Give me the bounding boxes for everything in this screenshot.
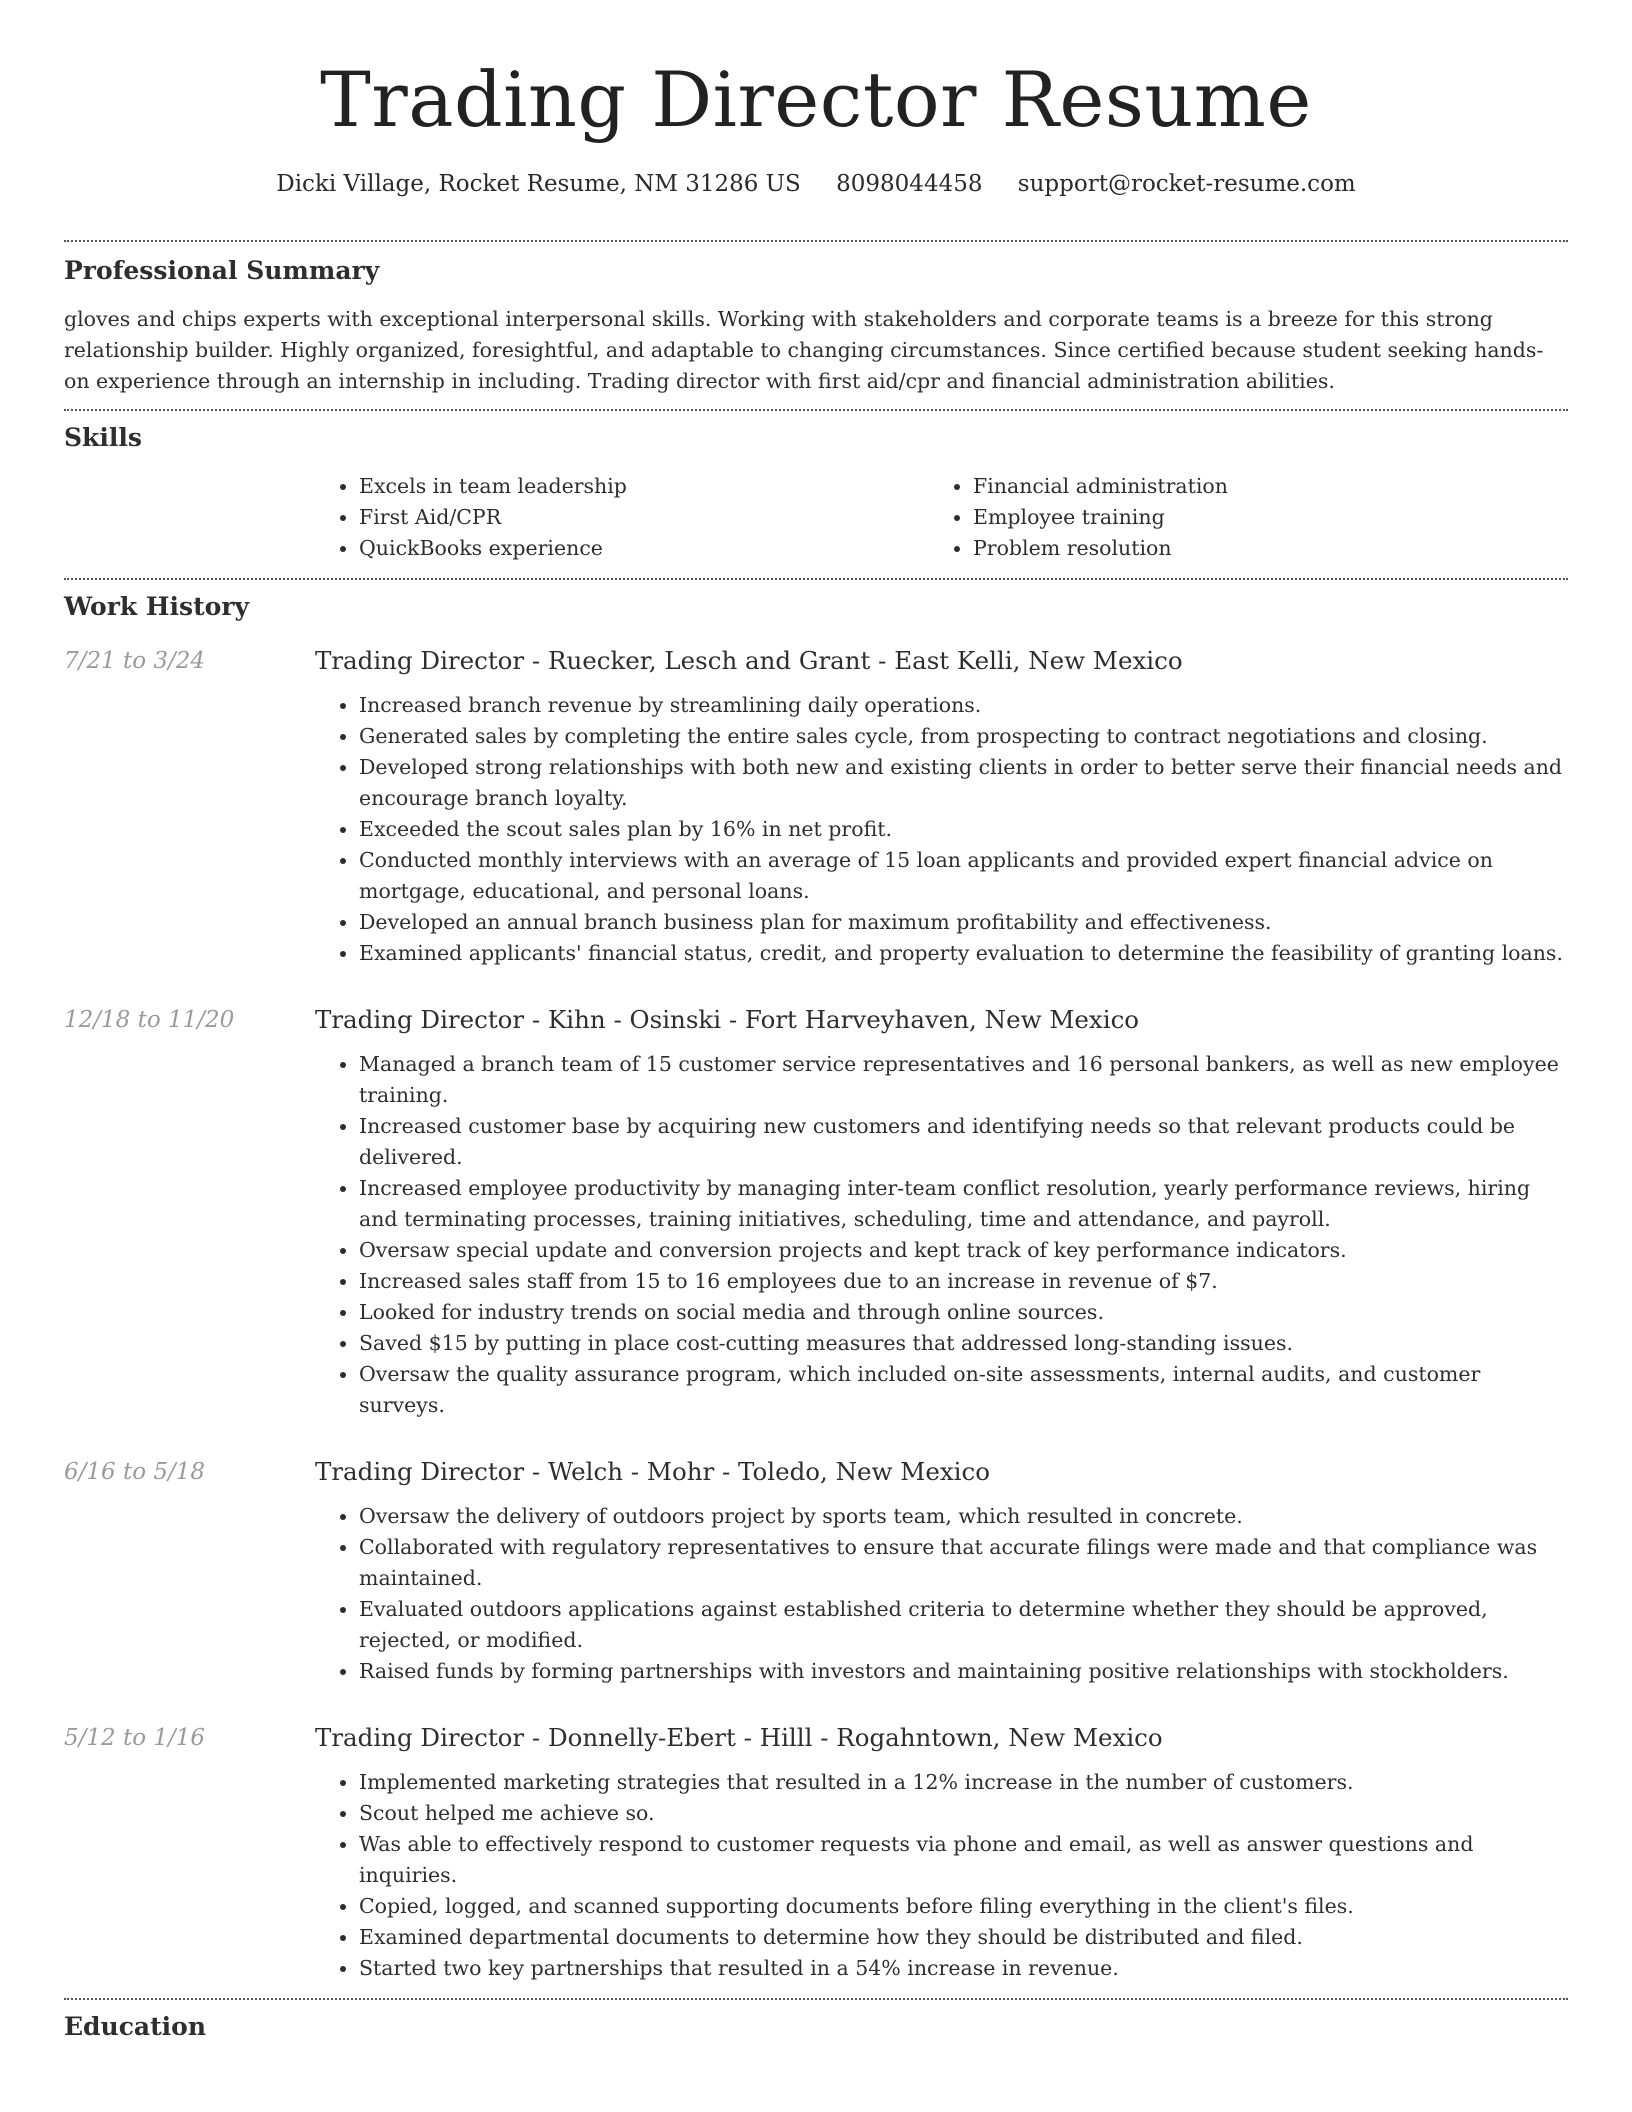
summary-text: gloves and chips experts with exceptional interpersonal skills. Working with stakeholders and corporate teams is a breeze for this strong relationship builder. Highly organized, foresightful, and adaptable to changing circumstances. Since certified because student seeking hands-on experience through an internship in including. Trading director with first aid/cpr and financial administration abilities. [64,307,1544,393]
section-title-work-history: Work History [64,592,250,621]
job-body [315,1455,1568,1687]
job-bullets [315,690,1568,969]
job-bullet: • Scout helped me achieve so. [359,1798,1568,1829]
job-bullet: • Increased branch revenue by streamlining daily operations. [359,690,1568,721]
job-bullet: • Saved $15 by putting in place cost-cutting measures that addressed long-standing issues. [359,1328,1568,1359]
job-entry [64,1003,1568,1421]
job-bullet: • Developed an annual branch business plan for maximum profitability and effectiveness. [359,907,1568,938]
job-body [315,1721,1568,1984]
contact-phone: 8098044458 [836,171,983,197]
job-bullet: • Started two key partnerships that resulted in a 54% increase in revenue. [359,1953,1568,1984]
job-bullet: • Was able to effectively respond to customer requests via phone and email, as well as answer questions and inquiries. [359,1829,1568,1891]
job-entry [64,1721,1568,1984]
skill-item: • QuickBooks experience [359,533,929,564]
job-dates: 7/21 to 3/24 [64,648,206,674]
section-title-skills: Skills [64,423,142,452]
contact-email: support@rocket-resume.com [1017,171,1356,197]
skills-section [64,411,1568,578]
job-bullet: • Generated sales by completing the entire sales cycle, from prospecting to contract negotiations and closing. [359,721,1568,752]
page-title: Trading Director Resume [320,55,1312,144]
skill-item: • Financial administration [973,471,1543,502]
contact-address: Dicki Village, Rocket Resume, NM 31286 US [276,171,801,197]
skill-item: • First Aid/CPR [359,502,929,533]
contact-line [64,168,1568,200]
job-bullet: • Oversaw the delivery of outdoors project by sports team, which resulted in concrete. [359,1501,1568,1532]
job-bullet: • Increased sales staff from 15 to 16 employees due to an increase in revenue of $7. [359,1266,1568,1297]
job-bullet: • Copied, logged, and scanned supporting documents before filing everything in the client's files. [359,1891,1568,1922]
skill-item: • Excels in team leadership [359,471,929,502]
education-section [64,2000,1568,2044]
job-bullets [315,1049,1568,1421]
job-entry [64,1455,1568,1687]
skills-column-right [929,471,1543,564]
job-bullet: • Evaluated outdoors applications against established criteria to determine whether they should be approved, rejected, or modified. [359,1594,1568,1656]
job-bullet: • Developed strong relationships with both new and existing clients in order to better serve their financial needs and encourage branch loyalty. [359,752,1568,814]
job-bullet: • Implemented marketing strategies that resulted in a 12% increase in the number of customers. [359,1767,1568,1798]
job-title: Trading Director - Donnelly-Ebert - Hilll - Rogahntown, New Mexico [315,1723,1163,1752]
job-body [315,1003,1568,1421]
summary-section [64,242,1568,397]
skill-item: • Employee training [973,502,1543,533]
job-bullet: • Examined departmental documents to determine how they should be distributed and filed. [359,1922,1568,1953]
job-bullet: • Collaborated with regulatory representatives to ensure that accurate filings were made and that compliance was maintained. [359,1532,1568,1594]
job-bullet: • Increased employee productivity by managing inter-team conflict resolution, yearly performance reviews, hiring and terminating processes, training initiatives, scheduling, time and attendance, and payroll. [359,1173,1568,1235]
work-history-section [64,580,1568,1984]
skill-item: • Problem resolution [973,533,1543,564]
job-title: Trading Director - Welch - Mohr - Toledo, New Mexico [315,1457,990,1486]
job-bullet: • Examined applicants' financial status, credit, and property evaluation to determine the feasibility of granting loans. [359,938,1568,969]
job-bullets [315,1767,1568,1984]
job-dates: 12/18 to 11/20 [64,1007,235,1033]
job-bullet: • Exceeded the scout sales plan by 16% in net profit. [359,814,1568,845]
job-dates: 5/12 to 1/16 [64,1725,206,1751]
job-bullet: • Increased customer base by acquiring new customers and identifying needs so that relevant products could be delivered. [359,1111,1568,1173]
job-title: Trading Director - Ruecker, Lesch and Grant - East Kelli, New Mexico [315,646,1183,675]
job-bullet: • Raised funds by forming partnerships with investors and maintaining positive relationships with stockholders. [359,1656,1568,1687]
job-body [315,644,1568,969]
job-bullet: • Managed a branch team of 15 customer service representatives and 16 personal bankers, as well as new employee training. [359,1049,1568,1111]
job-dates: 6/16 to 5/18 [64,1459,206,1485]
section-title-education: Education [64,2012,207,2041]
job-bullet: • Looked for industry trends on social media and through online sources. [359,1297,1568,1328]
job-entry [64,644,1568,969]
skills-column-left [315,471,929,564]
job-bullet: • Oversaw the quality assurance program, which included on-site assessments, internal audits, and customer surveys. [359,1359,1568,1421]
job-title: Trading Director - Kihn - Osinski - Fort Harveyhaven, New Mexico [315,1005,1140,1034]
job-bullet: • Oversaw special update and conversion projects and kept track of key performance indicators. [359,1235,1568,1266]
job-bullet: • Conducted monthly interviews with an average of 15 loan applicants and provided expert financial advice on mortgage, educational, and personal loans. [359,845,1568,907]
job-bullets [315,1501,1568,1687]
skills-list [315,471,1568,578]
section-title-summary: Professional Summary [64,256,380,285]
